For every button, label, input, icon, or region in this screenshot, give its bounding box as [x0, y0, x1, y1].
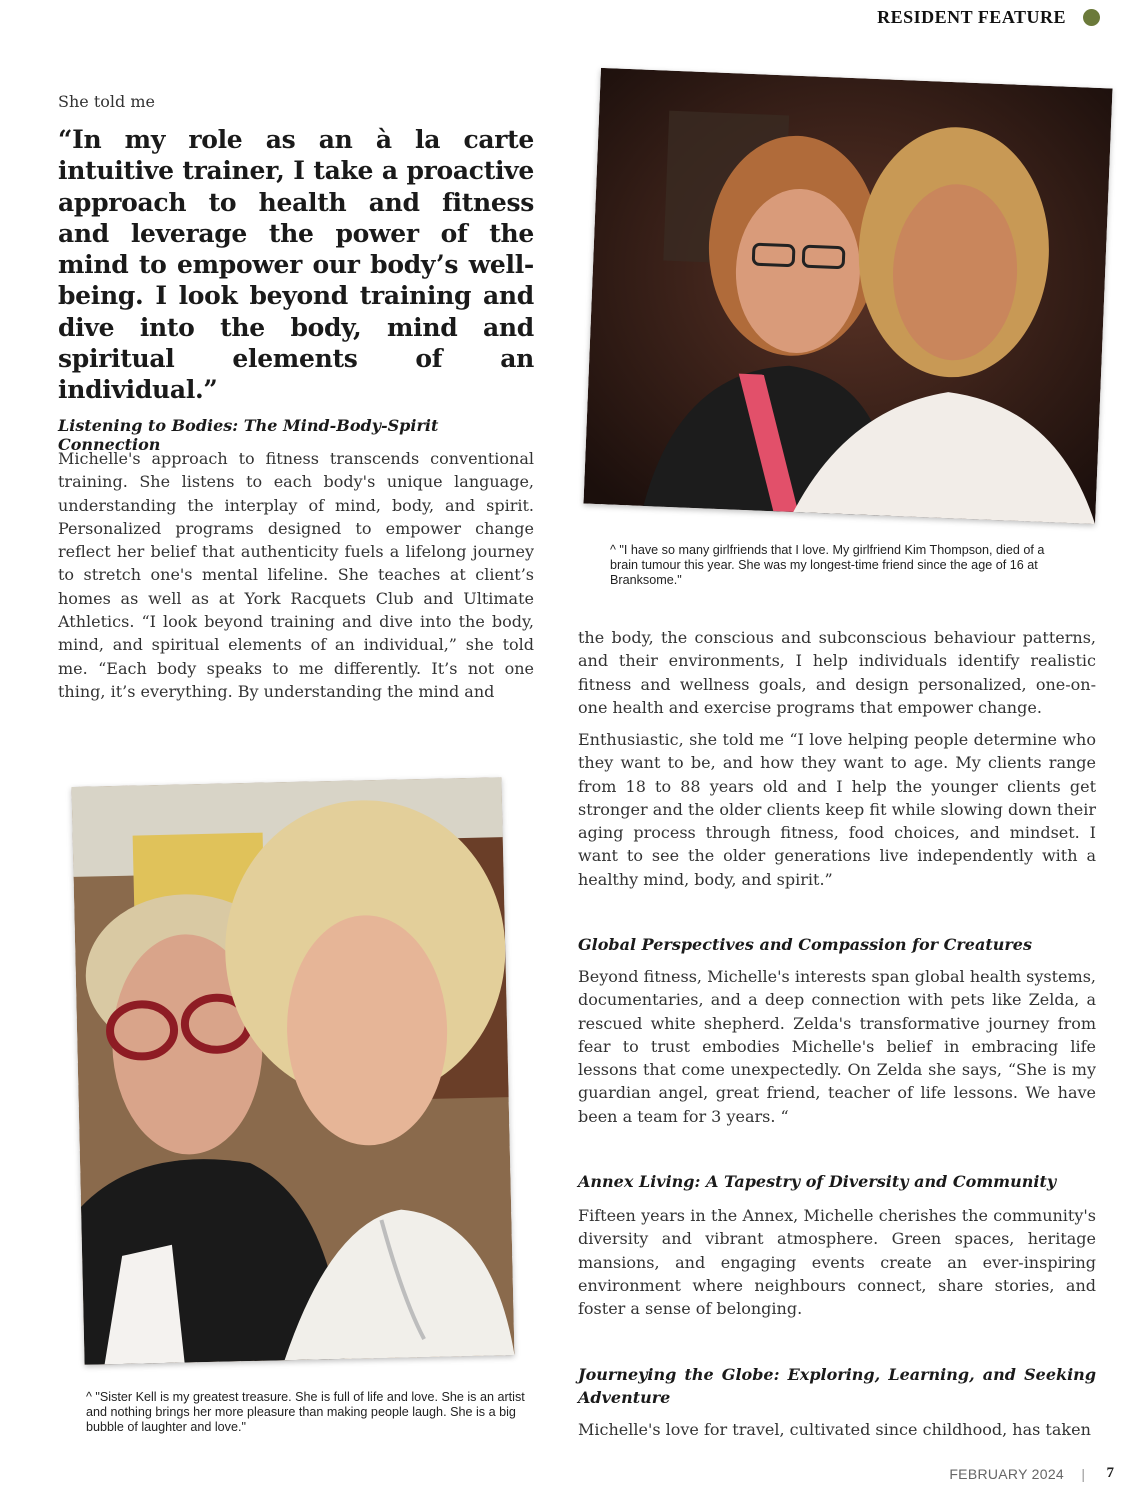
paragraph-listening-2: the body, the conscious and subconscious behaviour patterns, and their environments, I help individuals identify realistic fitness and wellness goals, and design personalized, one-on-one health and exercise programs that empower change.: [578, 628, 1096, 717]
section-dot-icon: [1083, 9, 1100, 26]
pull-quote: “In my role as an à la carte intuitive trainer, I take a proactive approach to health and fitness and leverage the power of the mind to empower our body’s well-being. I look beyond training and dive into the body, mind and spiritual elements of an individual.”: [58, 125, 534, 405]
photo-michelle-and-kell: [71, 777, 514, 1365]
caption-michelle-and-kell: ^ "Sister Kell is my greatest treasure. She is full of life and love. She is an artist and nothing brings her more pleasure than making people laugh. She is a big bubble of laughter and love.": [86, 1390, 525, 1434]
footer-separator: |: [1081, 1466, 1085, 1482]
paragraph-listening-3: Enthusiastic, she told me “I love helping people determine who they want to be, and how they want to age. My clients range from 18 to 88 years old and I help the younger clients get stronger and the older clients keep fit while slowing down their aging process through fitness, food choices, and mindset. I want to see the older generations live independently with a healthy mind, body, and spirit.”: [578, 730, 1096, 889]
paragraph-listening-1: Michelle's approach to fitness transcends conventional training. She listens to each body's unique language, understanding the interplay of mind, body, and spirit. Personalized programs designed to empower change reflect her belief that authenticity fuels a lifelong journey to stretch one's mental lifeline. She teaches at client’s homes as well as at York Racquets Club and Ultimate Athletics. “I look beyond training and dive into the body, mind, and spiritual elements of an individual,” she told me. “Each body speaks to me differently. It’s not one thing, it’s everything. By understanding the mind and: [58, 449, 534, 701]
paragraph-global: Beyond fitness, Michelle's interests span global health systems, documentaries, and a deep connection with pets like Zelda, a rescued white shepherd. Zelda's transformative journey from fear to trust embodies Michelle's belief in embracing life lessons that come unexpectedly. On Zelda she says, “She is my guardian angel, great friend, teacher of life lessons. We have been a team for 3 years. “: [578, 967, 1096, 1126]
section-label: RESIDENT FEATURE: [877, 7, 1066, 27]
intro-text: She told me: [58, 92, 155, 111]
section-heading-journeying: Journeying the Globe: Exploring, Learning, and Seeking Adventure: [578, 1365, 1096, 1407]
footer-issue-date: FEBRUARY 2024: [949, 1466, 1064, 1482]
page-number: 7: [1106, 1465, 1114, 1481]
section-heading-listening: Listening to Bodies: The Mind-Body-Spirit Connection: [58, 416, 439, 454]
section-heading-annex: Annex Living: A Tapestry of Diversity and Community: [578, 1172, 1057, 1191]
paragraph-annex: Fifteen years in the Annex, Michelle cherishes the community's diversity and vibrant atmosphere. Green spaces, heritage mansions, and engaging events create an ever-inspiring environment where neighbours connect, share stories, and foster a sense of belonging.: [578, 1206, 1096, 1319]
photo-michelle-and-kim: [583, 68, 1112, 524]
caption-michelle-and-kim: ^ "I have so many girlfriends that I love. My girlfriend Kim Thompson, died of a brain tumour this year. She was my longest-time friend since the age of 16 at Branksome.": [610, 543, 1045, 587]
paragraph-journeying: Michelle's love for travel, cultivated since childhood, has taken: [578, 1420, 1091, 1439]
photo-michelle-and-kell-image: [71, 777, 514, 1365]
section-heading-global: Global Perspectives and Compassion for Creatures: [578, 935, 1032, 954]
photo-michelle-and-kim-image: [583, 68, 1112, 524]
